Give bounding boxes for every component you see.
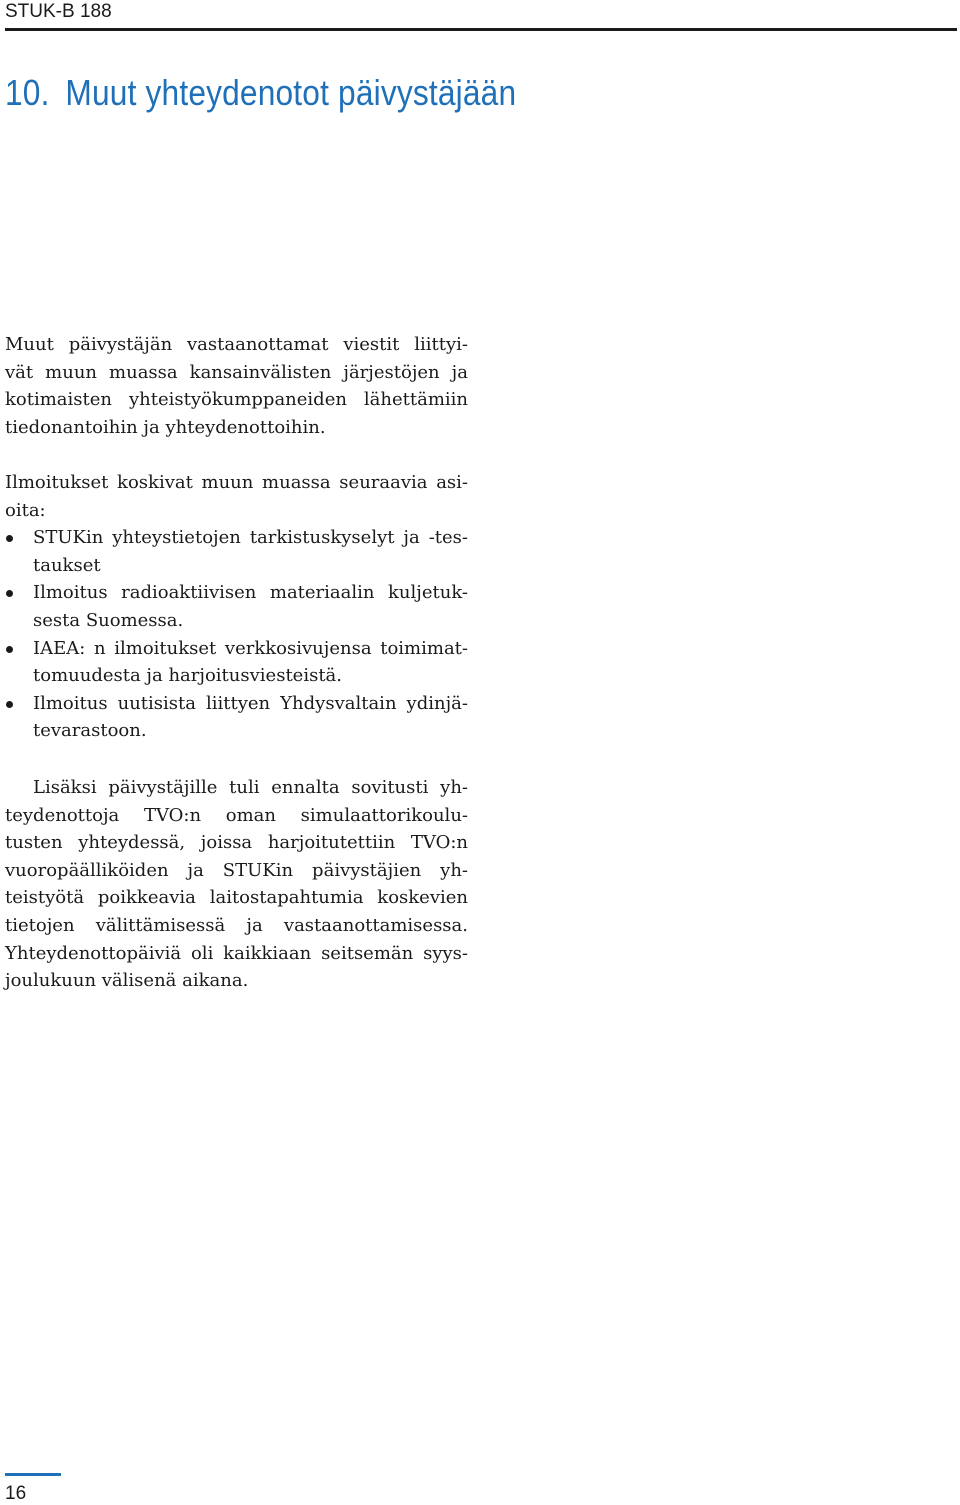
list-item [5, 690, 468, 745]
list-item-line: Ilmoitus radioaktiivisen materiaalin kuljetuk- [33, 582, 468, 604]
list-item [5, 579, 468, 634]
list-item-line: taukset [33, 554, 101, 576]
paragraph-line: Yhteydenottopäiviä oli kaikkiaan seitsemän syys- [5, 942, 468, 964]
paragraph-line: Muut päivystäjän vastaanottamat viestit liittyi- [5, 334, 468, 355]
list-item [5, 635, 468, 690]
list-item-line: tevarastoon. [33, 720, 147, 742]
chapter-title [5, 72, 516, 114]
paragraph-line: Ilmoitukset koskivat muun muassa seuraavia asi- [5, 472, 468, 493]
page-number: 16 [5, 1483, 27, 1504]
list-item-line: STUKin yhteystietojen tarkistuskyselyt ja -tes- [33, 527, 468, 549]
running-header: STUK-B 188 [5, 1, 112, 22]
bullet-icon [6, 646, 13, 653]
paragraph-1 [5, 331, 468, 441]
paragraph-line: Lisäksi päivystäjille tuli ennalta sovitusti yh- [33, 777, 468, 798]
paragraph-line: vuoropäälliköiden ja STUKin päivystäjien yh- [5, 859, 468, 881]
bullet-icon [6, 535, 13, 542]
paragraph-line: tusten yhteydessä, joissa harjoitutettiin TVO:n [5, 832, 468, 854]
paragraph-2 [5, 469, 468, 745]
paragraph-line: teydenottoja TVO:n oman simulaattorikoulu- [5, 804, 468, 826]
list-item-line: Ilmoitus uutisista liittyen Yhdysvaltain ydinjä- [33, 692, 468, 714]
paragraph-line: oita: [5, 499, 46, 521]
paragraph-line: tietojen välittämisessä ja vastaanottamisessa. [5, 914, 468, 936]
chapter-number: 10. [5, 72, 50, 113]
list-item-line: IAEA: n ilmoitukset verkkosivujensa toimimat- [33, 637, 468, 659]
bullet-icon [6, 701, 13, 708]
bullet-icon [6, 590, 13, 597]
paragraph-line: kotimaisten yhteistyökumppaneiden lähettämiin [5, 389, 468, 411]
bullet-list [5, 524, 468, 745]
chapter-title-text: Muut yhteydenotot päivystäjään [65, 72, 517, 113]
header-rule [5, 28, 957, 31]
list-item-line: sesta Suomessa. [33, 609, 184, 631]
paragraph-line: joulukuun välisenä aikana. [5, 970, 249, 992]
paragraph-3 [5, 774, 468, 995]
paragraph-line: teistyötä poikkeavia laitostapahtumia koskevien [5, 887, 468, 909]
footer-rule [5, 1473, 61, 1476]
list-item [5, 524, 468, 579]
list-item-line: tomuudesta ja harjoitusviesteistä. [33, 665, 343, 687]
paragraph-line: tiedonantoihin ja yhteydenottoihin. [5, 416, 326, 438]
paragraph-line: vät muun muassa kansainvälisten järjestöjen ja [5, 361, 468, 383]
